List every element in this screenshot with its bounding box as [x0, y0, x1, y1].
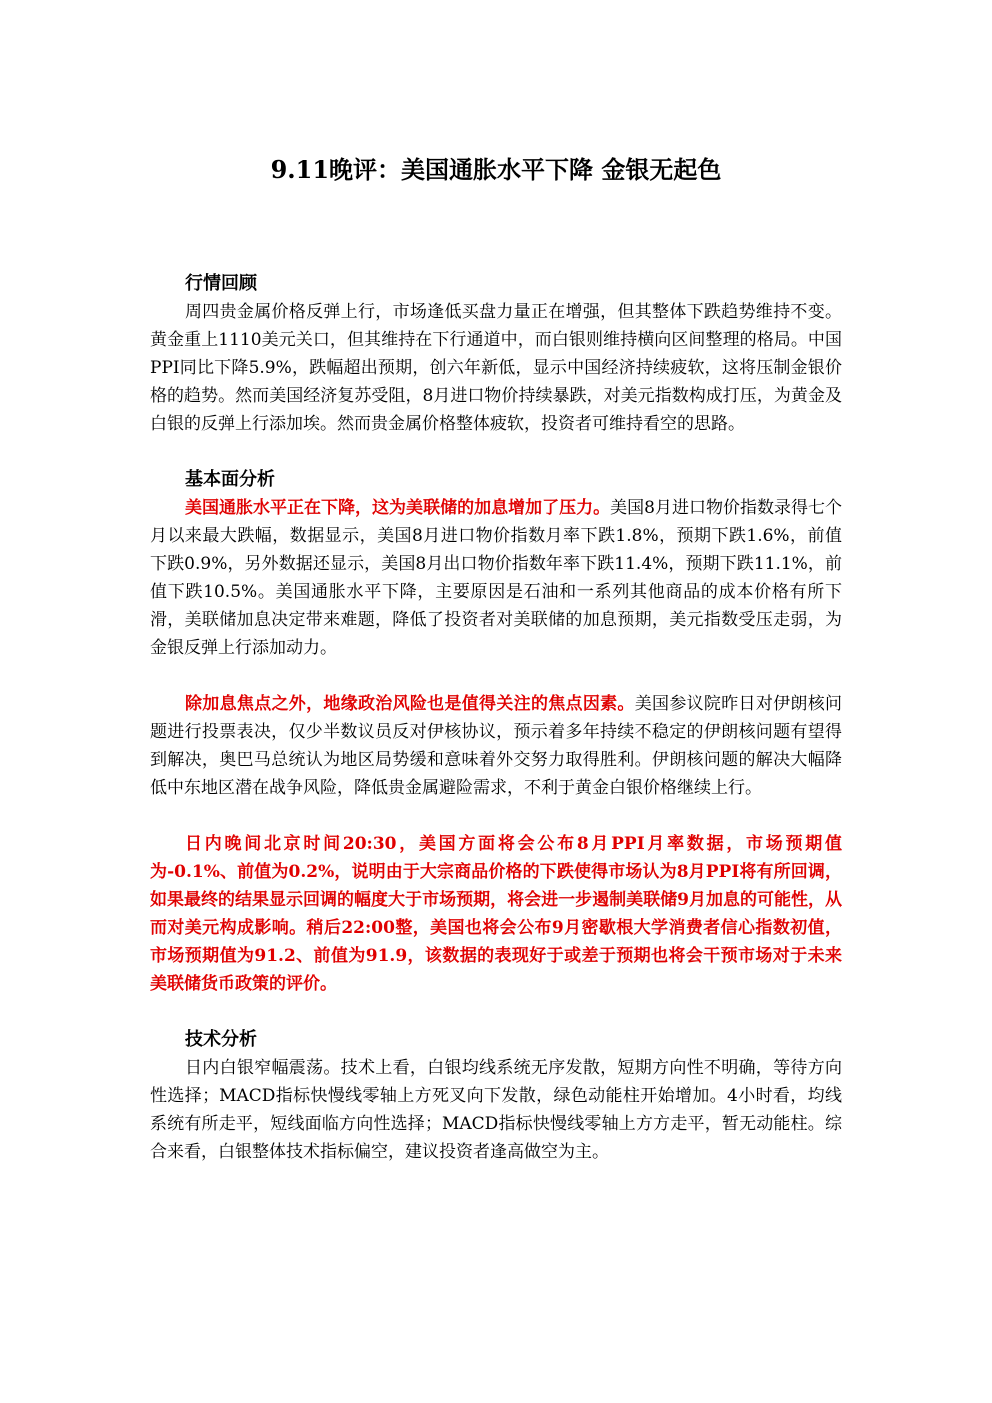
paragraph: 日内白银窄幅震荡。技术上看，白银均线系统无序发散，短期方向性不明确，等待方向性选择；MACD指标快慢线零轴上方死叉向下发散，绿色动能柱开始增加。4小时看，均线系统有所走平，短线面临方向性选择；MACD指标快慢线零轴上方方走平，暂无动能柱。综合来看，白银整体技术指标偏空，建议投资者逢高做空为主。 — [150, 1058, 842, 1162]
paragraph — [150, 494, 842, 662]
spacer — [150, 662, 842, 690]
section-market-review — [150, 270, 842, 438]
section-heading: 行情回顾 — [185, 273, 257, 294]
paragraph — [150, 690, 842, 802]
emphasis-paragraph: 日内晚间北京时间20:30，美国方面将会公布8月PPI月率数据，市场预期值为-0.1%、前值为0.2%，说明由于大宗商品价格的下跌使得市场认为8月PPI将有所回调，如果最终的结果显示回调的幅度大于市场预期，将会进一步遏制美联储9月加息的可能性，从而对美元构成影响。稍后22:00整，美国也将会公布9月密歇根大学消费者信心指数初值，市场预期值为91.2、前值为91.9，该数据的表现好于或差于预期也将会干预市场对于未来美联储货币政策的评价。 — [150, 834, 842, 994]
section-heading: 基本面分析 — [185, 469, 275, 490]
document-title: 9.11晚评：美国通胀水平下降 金银无起色 — [270, 155, 722, 184]
document-body — [150, 270, 842, 1166]
section-fundamental-analysis — [150, 466, 842, 998]
emphasis-lead: 美国通胀水平正在下降，这为美联储的加息增加了压力。 — [185, 498, 611, 518]
paragraph-body: 美国参议院昨日对伊朗核问题进行投票表决，仅少半数议员反对伊核协议，预示着多年持续不稳定的伊朗核问题有望得到解决，奥巴马总统认为地区局势缓和意味着外交努力取得胜利。伊朗核问题的解决大幅降低中东地区潜在战争风险，降低贵金属避险需求，不利于黄金白银价格继续上行。 — [150, 694, 843, 798]
paragraph-body: 美国8月进口物价指数录得七个月以来最大跌幅，数据显示，美国8月进口物价指数月率下跌1.8%，预期下跌1.6%，前值下跌0.9%，另外数据还显示，美国8月出口物价指数年率下跌11.4%，预期下跌11.1%，前值下跌10.5%。美国通胀水平下降，主要原因是石油和一系列其他商品的成本价格有所下滑，美联储加息决定带来难题，降低了投资者对美联储的加息预期，美元指数受压走弱，为金银反弹上行添加动力。 — [150, 498, 842, 658]
spacer — [150, 438, 842, 466]
paragraph: 周四贵金属价格反弹上行，市场逢低买盘力量正在增强，但其整体下跌趋势维持不变。黄金重上1110美元关口，但其维持在下行通道中，而白银则维持横向区间整理的格局。中国PPI同比下降5.9%，跌幅超出预期，创六年新低，显示中国经济持续疲软，这将压制金银价格的趋势。然而美国经济复苏受阻，8月进口物价持续暴跌，对美元指数构成打压，为黄金及白银的反弹上行添加埃。然而贵金属价格整体疲软，投资者可维持看空的思路。 — [150, 302, 842, 434]
section-technical-analysis — [150, 1026, 842, 1166]
emphasis-lead: 除加息焦点之外，地缘政治风险也是值得关注的焦点因素。 — [185, 694, 635, 714]
section-heading: 技术分析 — [185, 1029, 257, 1050]
spacer — [150, 998, 842, 1026]
spacer — [150, 802, 842, 830]
